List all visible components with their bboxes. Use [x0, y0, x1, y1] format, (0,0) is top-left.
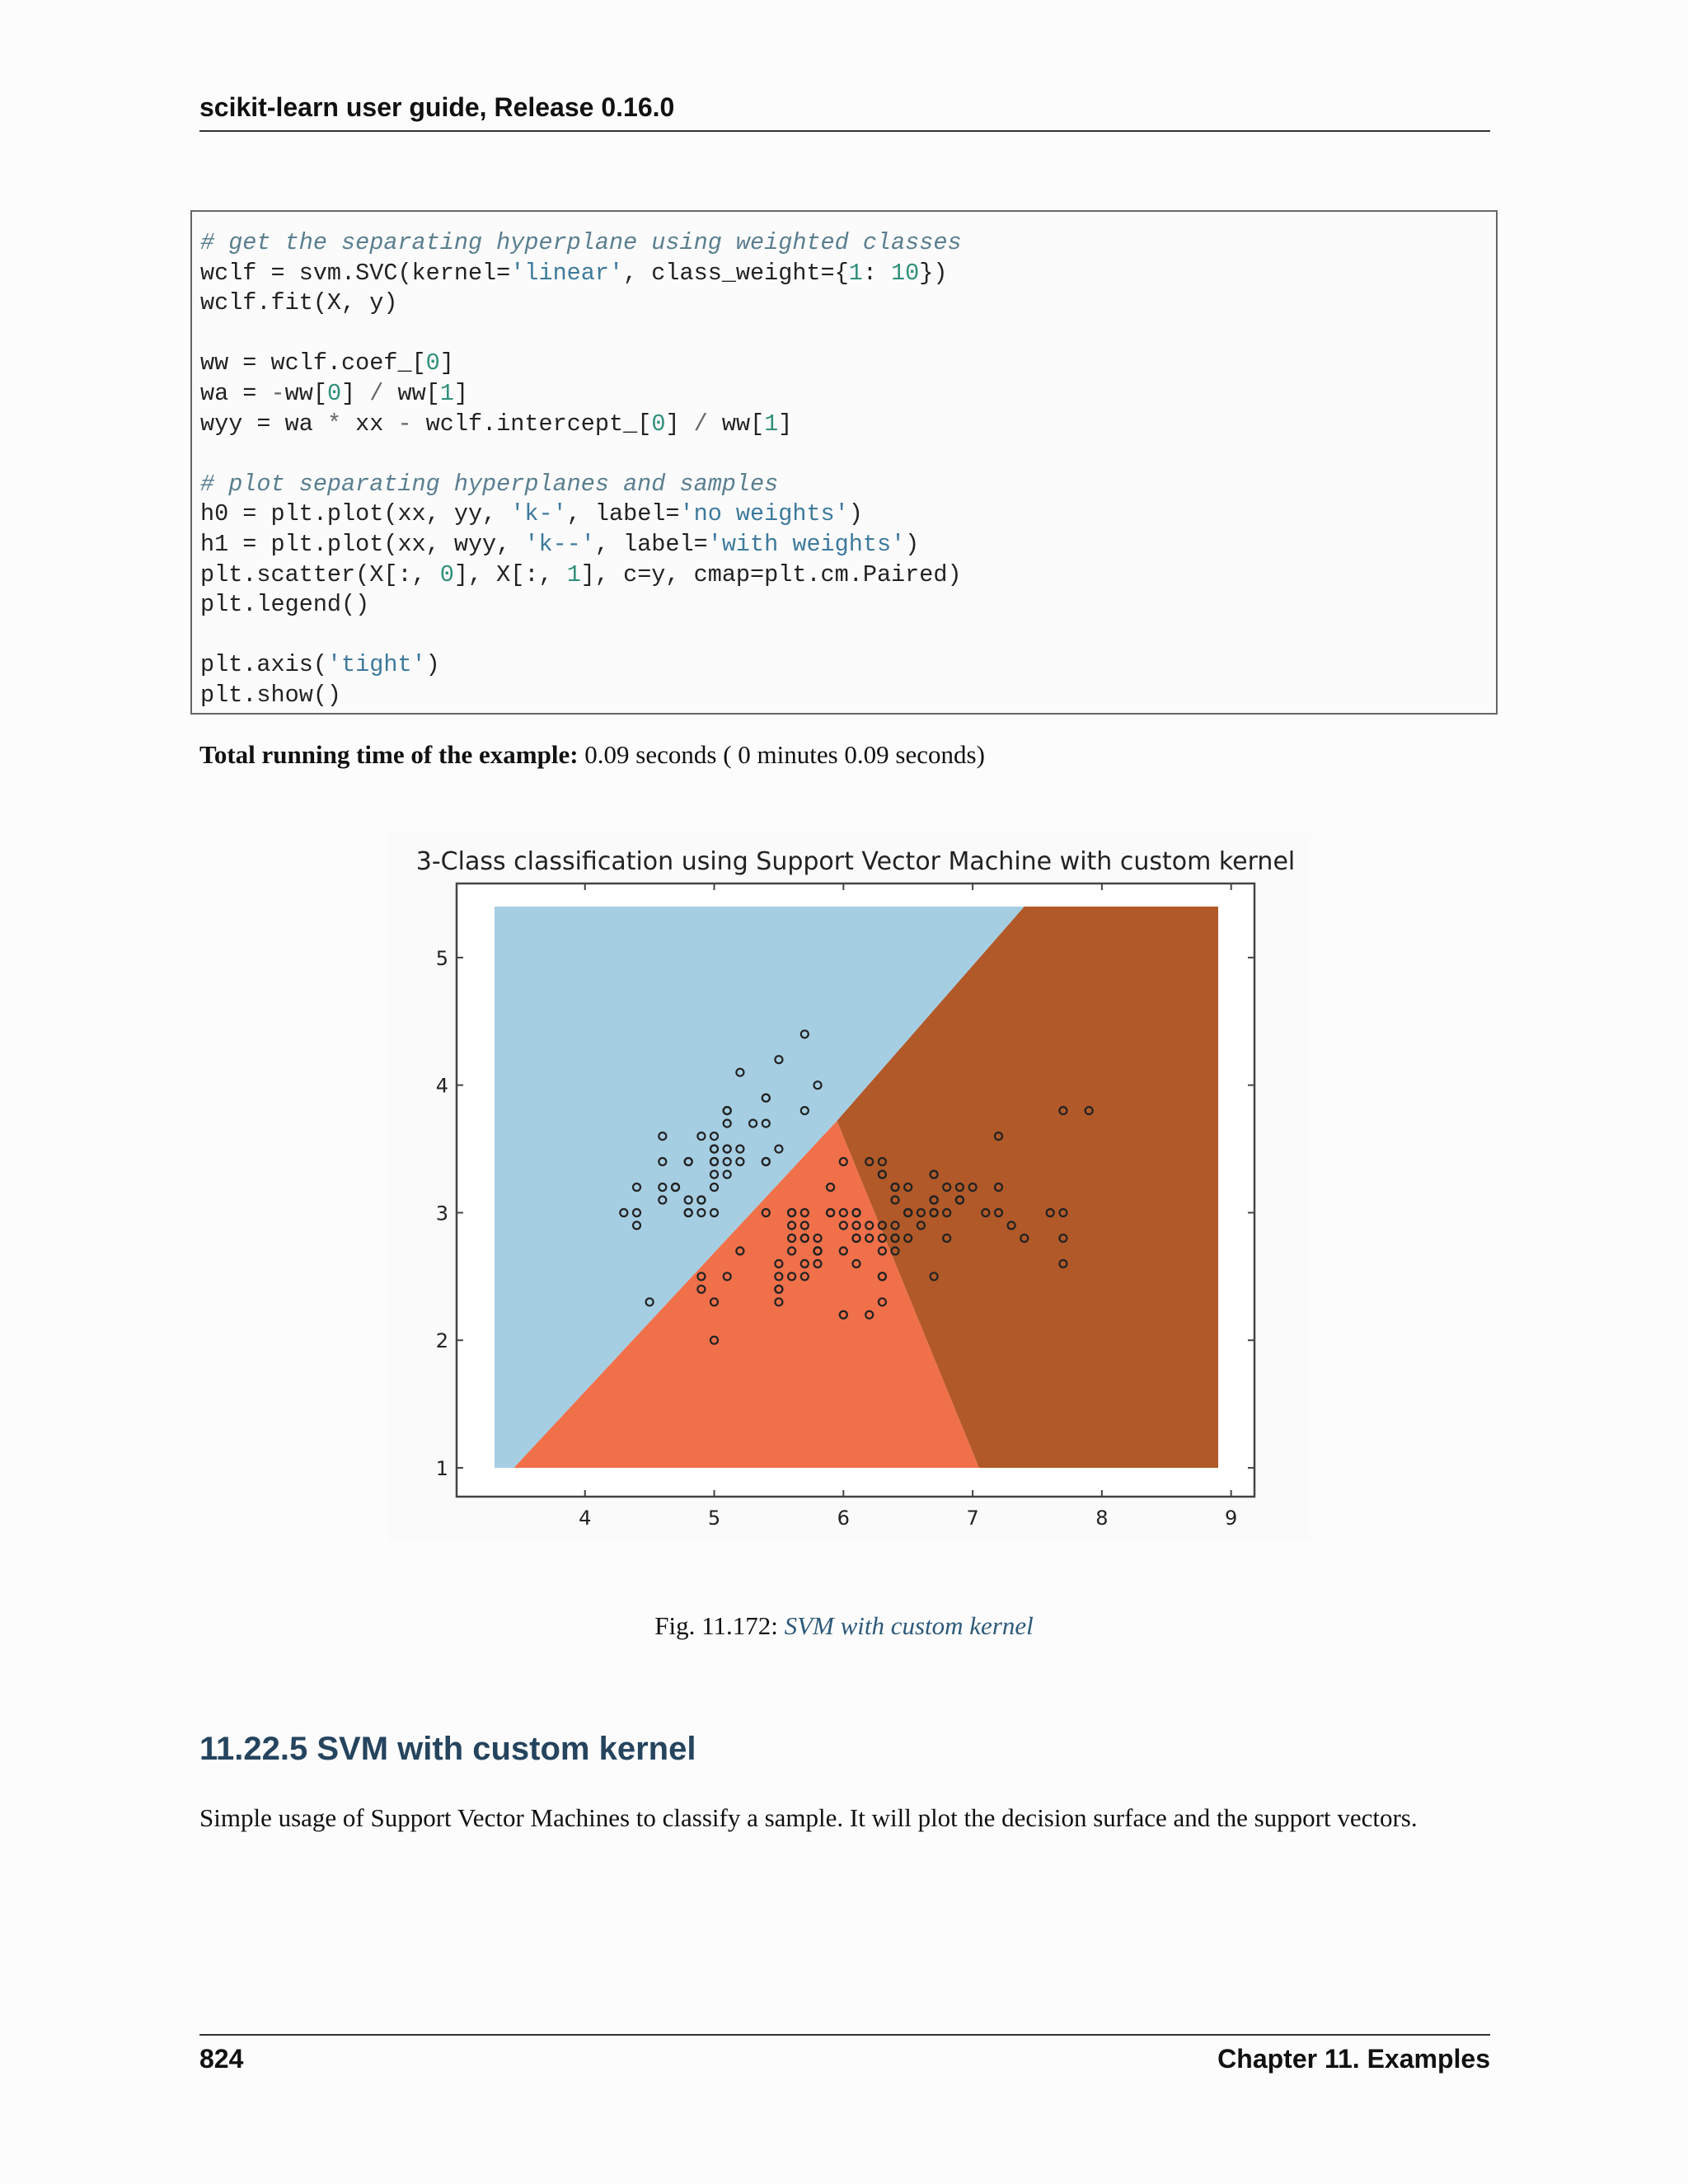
code-line	[200, 410, 792, 439]
code-token: h0 = plt.plot(xx, yy,	[200, 500, 511, 528]
code-token: -	[397, 410, 412, 438]
code-token: )	[905, 531, 920, 558]
code-token: 1	[439, 380, 454, 407]
code-token: ww[	[284, 380, 327, 407]
x-tick-label: 9	[1225, 1507, 1238, 1530]
code-token: plt.axis(	[200, 651, 327, 679]
code-token: # plot separating hyperplanes and samples	[200, 470, 779, 498]
code-token: 1	[764, 410, 779, 438]
code-token: plt.legend()	[200, 591, 370, 619]
code-line	[200, 499, 863, 529]
code-line	[200, 288, 397, 318]
code-token: , label=	[566, 500, 680, 528]
code-token: 'with weights'	[707, 531, 906, 558]
section-body: Simple usage of Support Vector Machines to classify a sample. It will plot the decision surface and the support vectors.	[199, 1803, 1418, 1832]
code-token: 'tight'	[326, 651, 426, 679]
code-token: wclf = svm.SVC(kernel=	[200, 259, 511, 287]
code-token: # get the separating hyperplane using weighted classes	[200, 229, 962, 256]
code-token: plt.show()	[200, 682, 342, 709]
code-token: ]	[665, 410, 694, 438]
runtime-line	[199, 740, 985, 770]
code-token: plt.scatter(X[:,	[200, 560, 440, 588]
code-token: -	[270, 380, 285, 407]
code-token: , label=	[594, 531, 708, 558]
code-token: wclf.intercept_[	[411, 410, 652, 438]
y-tick-label: 4	[435, 1074, 448, 1098]
code-token: )	[425, 651, 440, 679]
code-line	[200, 379, 468, 409]
code-line	[200, 530, 919, 560]
code-token: 0	[425, 349, 440, 377]
code-token: 1	[848, 259, 863, 287]
code-token: 'k-'	[510, 500, 567, 528]
x-tick-label: 5	[707, 1507, 721, 1530]
chapter-label: Chapter 11. Examples	[1217, 2044, 1490, 2074]
code-token: /	[693, 410, 708, 438]
code-line	[200, 590, 369, 620]
code-token: wyy = wa	[200, 410, 327, 438]
header-title: scikit-learn user guide, Release 0.16.0	[199, 92, 675, 122]
code-block	[190, 210, 1498, 715]
code-line	[200, 560, 962, 590]
code-token: 0	[439, 560, 454, 588]
code-token: xx	[341, 410, 398, 438]
caption-prefix: Fig. 11.172:	[654, 1611, 785, 1640]
code-token: ], X[:,	[453, 560, 567, 588]
section-title: 11.22.5 SVM with custom kernel	[199, 1731, 696, 1767]
code-token: 'no weights'	[679, 500, 849, 528]
code-token: })	[919, 259, 948, 287]
code-line	[200, 470, 778, 499]
y-tick-label: 2	[435, 1329, 448, 1353]
x-tick-label: 8	[1095, 1507, 1109, 1530]
code-token: , class_weight={	[623, 259, 849, 287]
code-token: h1 = plt.plot(xx, wyy,	[200, 531, 525, 558]
code-line	[200, 681, 341, 710]
svm-chart	[387, 832, 1311, 1541]
code-token: wa =	[200, 380, 271, 407]
code-token: 1	[566, 560, 581, 588]
x-tick-label: 7	[966, 1507, 979, 1530]
code-token: ], c=y, cmap=plt.cm.Paired)	[580, 560, 962, 588]
code-token: )	[848, 500, 863, 528]
code-token: wclf.fit(X, y)	[200, 289, 398, 317]
x-tick-label: 4	[579, 1507, 592, 1530]
y-tick-label: 3	[435, 1202, 448, 1226]
code-token: :	[862, 259, 892, 287]
code-token: *	[326, 410, 342, 438]
code-token: 'linear'	[510, 259, 624, 287]
y-tick-label: 5	[435, 946, 448, 970]
code-token: 10	[891, 259, 920, 287]
code-token: ]	[778, 410, 793, 438]
code-token: /	[369, 380, 384, 407]
code-token: 0	[326, 380, 342, 407]
code-token: ]	[453, 380, 469, 407]
y-tick-label: 1	[435, 1457, 448, 1480]
code-token: ww[	[707, 410, 765, 438]
code-token: 'k--'	[524, 531, 595, 558]
code-token: ]	[439, 349, 454, 377]
code-token: ww[	[383, 380, 440, 407]
code-token: ]	[341, 380, 370, 407]
chart-title: 3-Class classification using Support Vector Machine with custom kernel	[415, 847, 1296, 876]
code-line	[200, 349, 454, 378]
x-tick-label: 6	[837, 1507, 850, 1530]
caption-link[interactable]: SVM with custom kernel	[784, 1611, 1034, 1640]
page-footer	[199, 2034, 1490, 2085]
page-number: 824	[199, 2044, 244, 2074]
figure	[387, 832, 1311, 1541]
figure-caption	[0, 1611, 1688, 1641]
code-line	[200, 228, 962, 258]
runtime-value: 0.09 seconds ( 0 minutes 0.09 seconds)	[584, 740, 985, 769]
code-token: 0	[651, 410, 666, 438]
runtime-label: Total running time of the example:	[199, 740, 579, 769]
code-token: ww = wclf.coef_[	[200, 349, 426, 377]
code-line	[200, 259, 948, 288]
page-header	[199, 92, 1490, 132]
code-line	[200, 650, 440, 680]
